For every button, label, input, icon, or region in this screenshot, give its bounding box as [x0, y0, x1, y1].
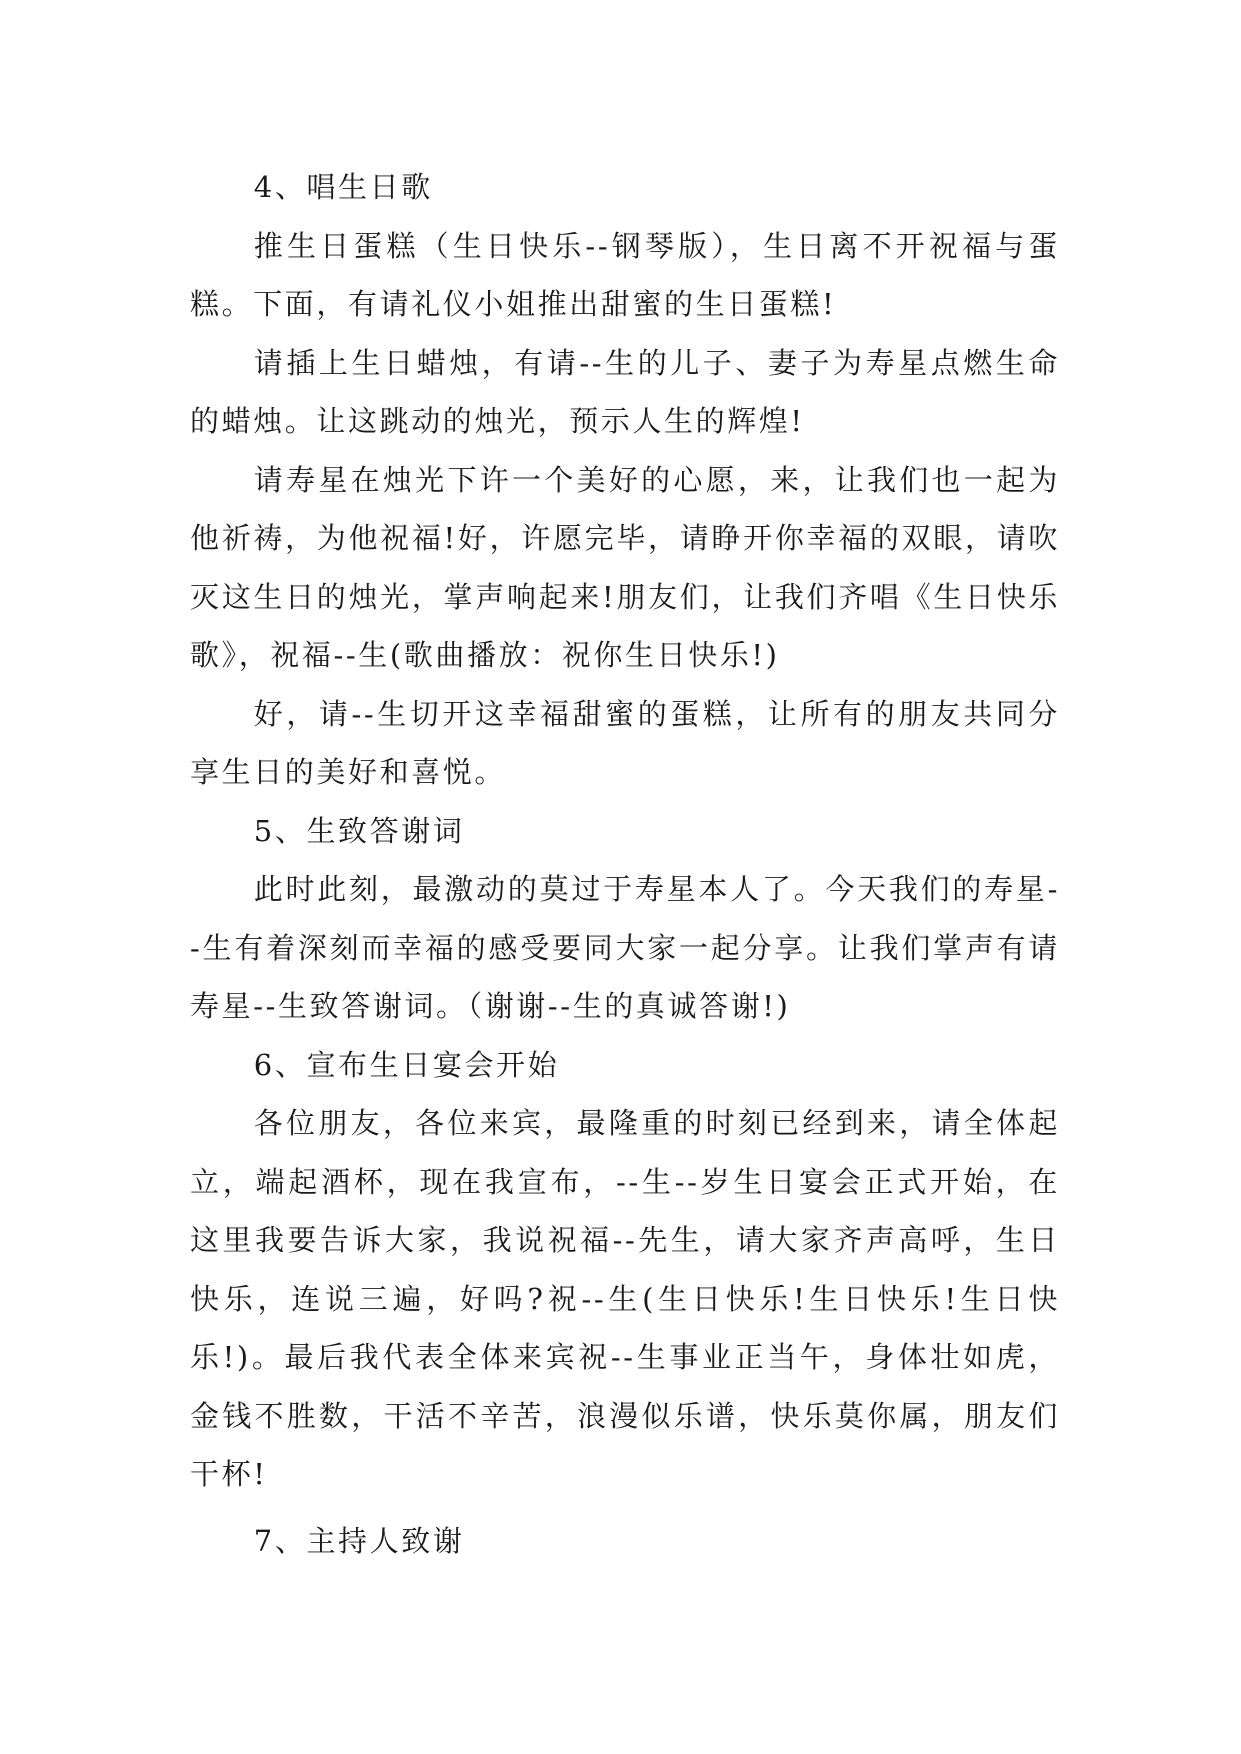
document-body	[190, 158, 1060, 1570]
section-heading-sing-birthday-song: 4、唱生日歌	[253, 170, 433, 204]
section-heading-thank-you-speech: 5、生致答谢词	[253, 813, 465, 848]
paragraph-cut-cake: 好，请--生切开这幸福甜蜜的蛋糕，让所有的朋友共同分享生日的美好和喜悦。	[190, 696, 1060, 789]
paragraph-push-cake: 推生日蛋糕（生日快乐--钢琴版），生日离不开祝福与蛋糕。下面，有请礼仪小姐推出甜蜜的生日蛋糕!	[190, 228, 1060, 321]
section-heading-banquet-start: 6、宣布生日宴会开始	[253, 1047, 560, 1082]
paragraph-make-wish: 请寿星在烛光下许一个美好的心愿，来，让我们也一起为他祈祷，为他祝福!好，许愿完毕，请睁开你幸福的双眼，请吹灭这生日的烛光，掌声响起来!朋友们，让我们齐唱《生日快乐歌》，祝福--生(歌曲播放：祝你生日快乐!)	[190, 462, 1060, 672]
section-heading-host-thanks: 7、主持人致谢	[253, 1523, 465, 1558]
paragraph-light-candles: 请插上生日蜡烛，有请--生的儿子、妻子为寿星点燃生命的蜡烛。让这跳动的烛光，预示人生的辉煌!	[190, 345, 1060, 438]
paragraph-thank-you-speech: 此时此刻，最激动的莫过于寿星本人了。今天我们的寿星--生有着深刻而幸福的感受要同大家一起分享。让我们掌声有请寿星--生致答谢词。（谢谢--生的真诚答谢!)	[190, 872, 1060, 1023]
paragraph-banquet-toast: 各位朋友，各位来宾，最隆重的时刻已经到来，请全体起立，端起酒杯，现在我宣布，--生--岁生日宴会正式开始，在这里我要告诉大家，我说祝福--先生，请大家齐声高呼，生日快乐，连说三遍，好吗?祝--生(生日快乐!生日快乐!生日快乐!)。最后我代表全体来宾祝--生事业正当午，身体壮如虎，金钱不胜数，干活不辛苦，浪漫似乐谱，快乐莫你属，朋友们干杯!	[190, 1106, 1060, 1491]
